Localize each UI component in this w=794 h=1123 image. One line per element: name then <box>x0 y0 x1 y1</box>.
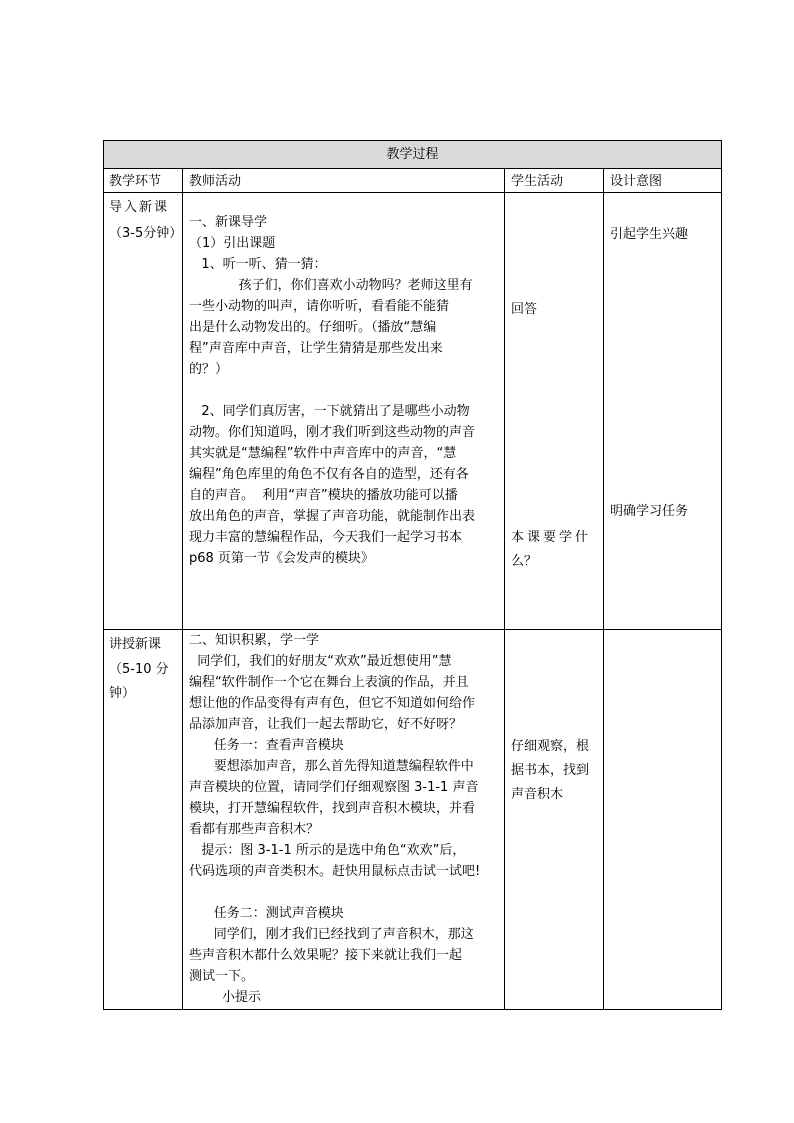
teacher-activity-line: 1、听一听、猜一猜： <box>189 257 327 272</box>
teacher-activity-line: 放出角色的声音，掌握了声音功能，就能制作出表 <box>189 509 476 524</box>
stage-1-duration: （3-5分钟） <box>109 226 183 241</box>
header-teacher: 教师活动 <box>189 174 242 189</box>
teaching-process-table <box>103 140 722 1010</box>
teacher-activity-line: 同学们，刚才我们已经找到了声音积木，那这 <box>189 927 474 942</box>
teacher-activity-line: 其实就是“慧编程”软件中声音库中的声音，“慧 <box>189 446 457 461</box>
student-activity-2 <box>511 735 589 807</box>
grid-line <box>603 168 604 1010</box>
teacher-activity-line: 编程“软件制作一个它在舞台上表演的作品，并且 <box>189 675 469 690</box>
teacher-activity-line: 一些小动物的叫声，请你听听，看看能不能猜 <box>189 299 450 314</box>
teacher-activity-line: 同学们，我们的好朋友“欢欢”最近想使用”慧 <box>189 654 452 669</box>
teacher-activity-line: 现力丰富的慧编程作品，今天我们一起学习书本 <box>189 530 463 545</box>
teacher-activity-line: 动物。你们知道吗，刚才我们听到这些动物的声音 <box>189 425 476 440</box>
stage-2-name: 讲授新课 <box>109 637 162 652</box>
teacher-activity-line <box>189 380 475 401</box>
teacher-activity-line: 二、知识积累，学一学 <box>189 633 320 648</box>
grid-line <box>103 1009 722 1010</box>
header-stage: 教学环节 <box>109 174 162 189</box>
teacher-activity-line: 代码选项的声音类积木。赶快用鼠标点击试一试吧! <box>189 864 481 879</box>
grid-line <box>182 168 183 1010</box>
header-intent: 设计意图 <box>610 174 663 189</box>
teacher-activity-2 <box>189 630 480 1008</box>
teacher-activity-line: 自的声音。 利用“声音”模块的播放功能可以播 <box>189 488 458 503</box>
teacher-activity-line: 出是什么动物发出的。仔细听。（播放“慧编 <box>189 320 437 335</box>
grid-line <box>504 168 505 1010</box>
teacher-activity-line: 编程”角色库里的角色不仅有各自的造型，还有各 <box>189 467 469 482</box>
teacher-activity-line: 小提示 <box>189 990 262 1005</box>
teacher-activity-line <box>189 882 480 903</box>
teacher-activity-line: 任务二：测试声音模块 <box>189 906 344 921</box>
teacher-activity-line: 提示：图 3-1-1 所示的是选中角色“欢欢”后， <box>189 843 466 858</box>
grid-line <box>721 140 722 1010</box>
teacher-activity-line: 看都有那些声音积木？ <box>189 822 320 837</box>
grid-line <box>103 168 722 169</box>
teacher-activity-line: 程”声音库中声音，让学生猜猜是那些发出来 <box>189 341 443 356</box>
stage-2-duration-cont: 钟） <box>109 686 136 701</box>
student-activity-1a: 回答 <box>511 302 538 317</box>
design-intent-2: 明确学习任务 <box>610 504 689 519</box>
teacher-activity-line: 要想添加声音，那么首先得知道慧编程软件中 <box>189 759 474 774</box>
student-activity-1b-line2: 么？ <box>511 554 538 569</box>
stage-2-duration: （5-10 分 <box>109 662 169 677</box>
teacher-activity-line: 一、新课导学 <box>189 215 268 230</box>
teacher-activity-line: 的？） <box>189 362 229 377</box>
teacher-activity-line: 任务一：查看声音模块 <box>189 738 344 753</box>
teacher-activity-line: p68 页第一节《会发声的模块》 <box>189 551 374 566</box>
grid-line <box>103 140 104 1010</box>
teacher-activity-line: 模块，打开慧编程软件，找到声音积木模块，并看 <box>189 801 476 816</box>
grid-line <box>103 140 722 141</box>
design-intent-1: 引起学生兴趣 <box>610 227 689 242</box>
teacher-activity-1 <box>189 212 475 569</box>
teacher-activity-line: 声音模块的位置，请同学们仔细观察图 3-1-1 声音 <box>189 780 479 795</box>
student-activity-1b-line1: 本课要学什 <box>511 530 592 545</box>
student-activity-line: 据书本，找到 <box>511 763 590 778</box>
teacher-activity-line: 些声音积木都什么效果呢？接下来就让我们一起 <box>189 948 463 963</box>
student-activity-line: 声音积木 <box>511 787 564 802</box>
header-student: 学生活动 <box>511 174 564 189</box>
grid-line <box>103 192 722 193</box>
teacher-activity-line: 孩子们，你们喜欢小动物吗？老师这里有 <box>189 278 473 293</box>
teacher-activity-line: 想让他的作品变得有声有色，但它不知道如何给作 <box>189 696 476 711</box>
teacher-activity-line: 测试一下。 <box>189 969 255 984</box>
teacher-activity-line: （1）引出课题 <box>189 236 276 251</box>
student-activity-line: 仔细观察，根 <box>511 739 590 754</box>
teacher-activity-line: 品添加声音，让我们一起去帮助它，好不好呀？ <box>189 717 463 732</box>
table-title: 教学过程 <box>386 147 439 162</box>
stage-1-name: 导入新课 <box>109 200 170 215</box>
teacher-activity-line: 2、同学们真厉害，一下就猜出了是哪些小动物 <box>189 404 470 419</box>
